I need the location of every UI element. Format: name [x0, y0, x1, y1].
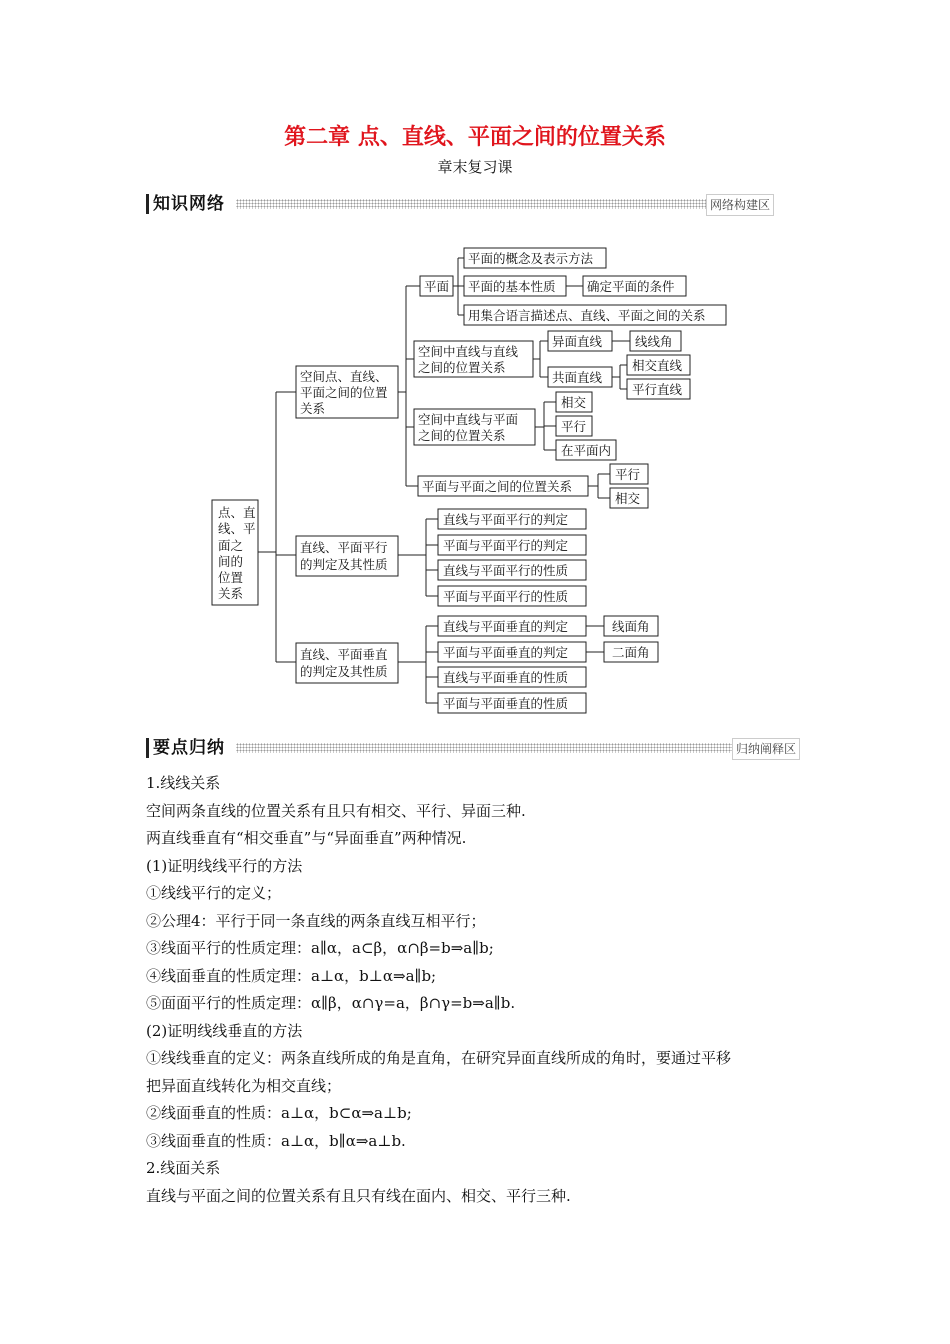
node-skew-angle: 线线角: [635, 334, 673, 349]
node-plane-properties: 平面的基本性质: [468, 279, 556, 294]
list-item: ⑤面面平行的性质定理：α∥β，α∩γ=a，β∩γ=b⇒a∥b.: [146, 994, 516, 1012]
list-item: ③线面平行的性质定理：a∥α，a⊂β，α∩β=b⇒a∥b;: [146, 939, 494, 957]
heading-line-plane-relations: 2.线面关系: [146, 1159, 221, 1177]
summary-body: [146, 770, 816, 1210]
branch-spatial-relations: 关系: [300, 401, 326, 416]
section-label: 要点归纳: [146, 738, 231, 758]
node-plane-condition: 确定平面的条件: [587, 279, 675, 294]
list-item: ③线面垂直的性质：a⊥α，b∥α⇒a⊥b.: [146, 1131, 406, 1150]
node-perp-item: 直线与平面垂直的性质: [443, 670, 569, 685]
dotted-rule: [236, 743, 732, 753]
section-tag: 网络构建区: [706, 194, 774, 216]
branch-parallel: 直线、平面平行: [300, 540, 388, 555]
node-perp-item: 平面与平面垂直的判定: [443, 645, 569, 660]
branch-spatial-relations: 空间点、直线、: [300, 369, 388, 384]
list-item: ①线线垂直的定义：两条直线所成的角是直角，在研究异面直线所成的角时，要通过平移: [146, 1049, 732, 1067]
list-item: ②线面垂直的性质：a⊥α，b⊂α⇒a⊥b;: [146, 1104, 412, 1122]
node-line-plane: 之间的位置关系: [418, 428, 506, 443]
paragraph: 空间两条直线的位置关系有且只有相交、平行、异面三种.: [146, 801, 526, 820]
paragraph: 直线与平面之间的位置关系有且只有线在面内、相交、平行三种.: [146, 1186, 571, 1205]
chapter-subtitle: 章末复习课: [437, 158, 513, 176]
node-parallel-lines: 平行直线: [632, 382, 683, 397]
subheading: (1)证明线线平行的方法: [146, 856, 303, 875]
section-tag: 归纳阐释区: [732, 738, 800, 760]
node-planes-intersect: 相交: [615, 491, 641, 506]
list-item: ①线线平行的定义；: [146, 884, 282, 902]
branch-perpendicular: 直线、平面垂直: [300, 647, 388, 662]
node-parallel-item: 直线与平面平行的判定: [443, 512, 569, 527]
node-intersecting-lines: 相交直线: [632, 358, 683, 373]
node-coplanar-lines: 共面直线: [552, 370, 603, 385]
paragraph: 两直线垂直有“相交垂直”与“异面垂直”两种情况.: [146, 829, 467, 847]
section-header-summary: [146, 738, 832, 760]
tree-root-line: 面之: [218, 538, 244, 553]
node-plane-plane: 平面与平面之间的位置关系: [422, 479, 573, 494]
list-item: 把异面直线转化为相交直线；: [146, 1076, 342, 1095]
node-parallel: 平行: [561, 419, 587, 434]
branch-perpendicular: 的判定及其性质: [300, 664, 388, 679]
tree-root-line: 间的: [218, 554, 244, 569]
node-set-language: 用集合语言描述点、直线、平面之间的关系: [468, 308, 706, 323]
node-parallel-item: 平面与平面平行的性质: [443, 589, 569, 604]
node-line-plane: 空间中直线与平面: [418, 412, 519, 427]
tree-root-line: 线、平: [218, 521, 256, 536]
subheading: (2)证明线线垂直的方法: [146, 1021, 303, 1040]
tree-root-line: 位置: [218, 570, 244, 585]
node-line-line: 空间中直线与直线: [418, 344, 519, 359]
list-item: ②公理4：平行于同一条直线的两条直线互相平行；: [146, 911, 486, 930]
branch-parallel: 的判定及其性质: [300, 557, 388, 572]
node-perp-item: 直线与平面垂直的判定: [443, 619, 569, 634]
node-intersect: 相交: [561, 395, 587, 410]
node-plane: 平面: [424, 279, 450, 294]
section-label: 知识网络: [146, 194, 231, 214]
node-parallel-item: 平面与平面平行的判定: [443, 538, 569, 553]
node-plane-concept: 平面的概念及表示方法: [468, 251, 594, 266]
node-skew-lines: 异面直线: [552, 334, 603, 349]
node-line-line: 之间的位置关系: [418, 360, 506, 375]
node-in-plane: 在平面内: [561, 443, 612, 458]
node-planes-parallel: 平行: [615, 467, 641, 482]
tree-root-line: 关系: [218, 586, 244, 601]
node-line-plane-angle: 线面角: [612, 619, 650, 634]
node-dihedral-angle: 二面角: [612, 645, 650, 660]
node-parallel-item: 直线与平面平行的性质: [443, 563, 569, 578]
chapter-title: 第二章 点、直线、平面之间的位置关系: [284, 125, 666, 150]
node-perp-item: 平面与平面垂直的性质: [443, 696, 569, 711]
tree-root-line: 点、直: [218, 505, 256, 520]
branch-spatial-relations: 平面之间的位置: [300, 385, 388, 400]
heading-line-relations: 1.线线关系: [146, 774, 221, 792]
list-item: ④线面垂直的性质定理：a⊥α，b⊥α⇒a∥b;: [146, 966, 437, 985]
